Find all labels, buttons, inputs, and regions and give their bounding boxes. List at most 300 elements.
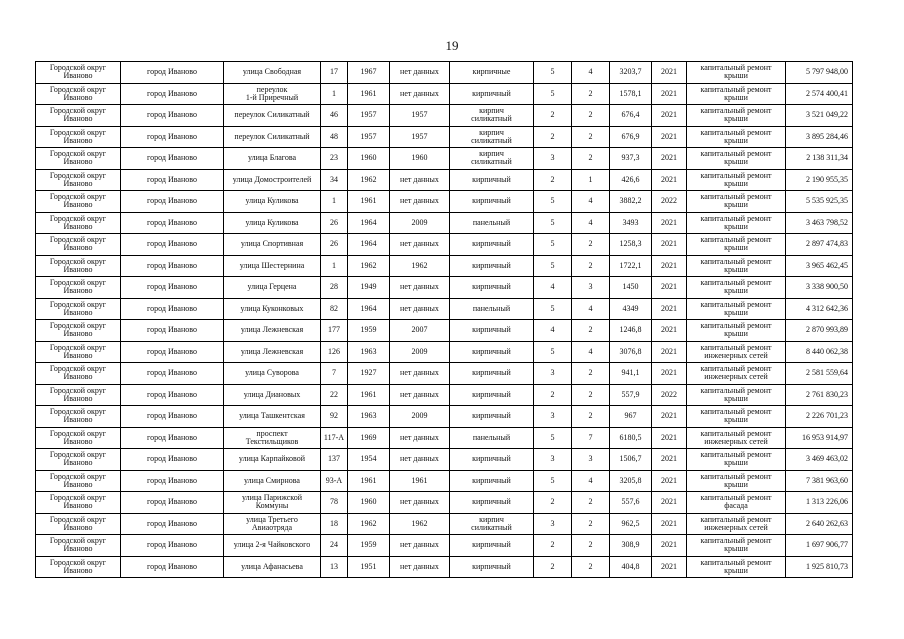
wall-material-cell: кирпичный: [450, 470, 534, 492]
work-type-cell: капитальный ремонт крыши: [687, 535, 786, 557]
table-row: [36, 191, 853, 213]
floors-cell: 4: [534, 320, 572, 342]
cost-cell: 1 313 226,06: [786, 492, 853, 514]
house-number-cell: 18: [321, 513, 348, 535]
cost-cell: 8 440 062,38: [786, 341, 853, 363]
cost-cell: 2 761 830,23: [786, 384, 853, 406]
plan-year-cell: 2022: [652, 191, 687, 213]
plan-year-cell: 2021: [652, 470, 687, 492]
municipality-cell: Городской округ Иваново: [36, 105, 121, 127]
plan-year-cell: 2021: [652, 212, 687, 234]
floors-cell: 2: [534, 384, 572, 406]
municipality-cell: Городской округ Иваново: [36, 62, 121, 84]
municipality-cell: Городской округ Иваново: [36, 384, 121, 406]
house-number-cell: 82: [321, 298, 348, 320]
plan-year-cell: 2022: [652, 384, 687, 406]
work-type-cell: капитальный ремонт крыши: [687, 298, 786, 320]
cost-cell: 2 574 400,41: [786, 83, 853, 105]
plan-year-cell: 2021: [652, 62, 687, 84]
table-row: [36, 384, 853, 406]
work-type-cell: капитальный ремонт крыши: [687, 83, 786, 105]
house-number-cell: 92: [321, 406, 348, 428]
house-number-cell: 78: [321, 492, 348, 514]
wall-material-cell: кирпичный: [450, 234, 534, 256]
build-year-cell: 1964: [348, 234, 390, 256]
work-type-cell: капитальный ремонт крыши: [687, 470, 786, 492]
work-type-cell: капитальный ремонт крыши: [687, 234, 786, 256]
street-cell: улица Шестернина: [224, 255, 321, 277]
build-year-cell: 1957: [348, 105, 390, 127]
entrances-cell: 3: [572, 277, 610, 299]
house-number-cell: 1: [321, 255, 348, 277]
table-row: [36, 470, 853, 492]
entrances-cell: 2: [572, 535, 610, 557]
street-cell: улица Свободная: [224, 62, 321, 84]
floors-cell: 5: [534, 341, 572, 363]
build-year-cell: 1959: [348, 320, 390, 342]
plan-year-cell: 2021: [652, 234, 687, 256]
locality-cell: город Иваново: [121, 320, 224, 342]
cost-cell: 2 640 262,63: [786, 513, 853, 535]
street-cell: улица Куликова: [224, 191, 321, 213]
municipality-cell: Городской округ Иваново: [36, 126, 121, 148]
municipality-cell: Городской округ Иваново: [36, 298, 121, 320]
plan-year-cell: 2021: [652, 126, 687, 148]
work-type-cell: капитальный ремонт инженерных сетей: [687, 427, 786, 449]
house-number-cell: 177: [321, 320, 348, 342]
table-row: [36, 406, 853, 428]
build-year-cell: 1954: [348, 449, 390, 471]
locality-cell: город Иваново: [121, 234, 224, 256]
work-type-cell: капитальный ремонт фасада: [687, 492, 786, 514]
build-year-cell: 1959: [348, 535, 390, 557]
locality-cell: город Иваново: [121, 277, 224, 299]
locality-cell: город Иваново: [121, 535, 224, 557]
house-number-cell: 48: [321, 126, 348, 148]
municipality-cell: Городской округ Иваново: [36, 363, 121, 385]
work-type-cell: капитальный ремонт крыши: [687, 449, 786, 471]
street-cell: улица Диановых: [224, 384, 321, 406]
wall-material-cell: кирпичный: [450, 492, 534, 514]
entrances-cell: 4: [572, 470, 610, 492]
house-number-cell: 126: [321, 341, 348, 363]
build-year-cell: 1967: [348, 62, 390, 84]
table-row: [36, 513, 853, 535]
floors-cell: 4: [534, 277, 572, 299]
street-cell: улица Афанасьева: [224, 556, 321, 578]
cost-cell: 3 338 900,50: [786, 277, 853, 299]
floors-cell: 3: [534, 148, 572, 170]
last-repair-year-cell: 2009: [390, 212, 450, 234]
locality-cell: город Иваново: [121, 191, 224, 213]
floors-cell: 5: [534, 234, 572, 256]
table-row: [36, 277, 853, 299]
plan-year-cell: 2021: [652, 513, 687, 535]
house-number-cell: 26: [321, 212, 348, 234]
municipality-cell: Городской округ Иваново: [36, 341, 121, 363]
entrances-cell: 2: [572, 105, 610, 127]
table-row: [36, 212, 853, 234]
last-repair-year-cell: нет данных: [390, 427, 450, 449]
house-number-cell: 23: [321, 148, 348, 170]
plan-year-cell: 2021: [652, 492, 687, 514]
municipality-cell: Городской округ Иваново: [36, 427, 121, 449]
municipality-cell: Городской округ Иваново: [36, 277, 121, 299]
last-repair-year-cell: нет данных: [390, 62, 450, 84]
locality-cell: город Иваново: [121, 556, 224, 578]
last-repair-year-cell: нет данных: [390, 535, 450, 557]
cost-cell: 3 521 049,22: [786, 105, 853, 127]
plan-year-cell: 2021: [652, 83, 687, 105]
house-number-cell: 7: [321, 363, 348, 385]
table-row: [36, 255, 853, 277]
locality-cell: город Иваново: [121, 212, 224, 234]
municipality-cell: Городской округ Иваново: [36, 255, 121, 277]
housing-register-table: [35, 61, 853, 578]
area-cell: 308,9: [610, 535, 652, 557]
table-row: [36, 105, 853, 127]
table-row: [36, 298, 853, 320]
work-type-cell: капитальный ремонт крыши: [687, 212, 786, 234]
work-type-cell: капитальный ремонт крыши: [687, 255, 786, 277]
work-type-cell: капитальный ремонт крыши: [687, 406, 786, 428]
build-year-cell: 1951: [348, 556, 390, 578]
build-year-cell: 1960: [348, 148, 390, 170]
entrances-cell: 2: [572, 384, 610, 406]
street-cell: улица Куликова: [224, 212, 321, 234]
table-row: [36, 62, 853, 84]
floors-cell: 5: [534, 62, 572, 84]
cost-cell: 2 138 311,34: [786, 148, 853, 170]
area-cell: 1722,1: [610, 255, 652, 277]
wall-material-cell: кирпичный: [450, 384, 534, 406]
plan-year-cell: 2021: [652, 556, 687, 578]
street-cell: улица Лежневская: [224, 320, 321, 342]
build-year-cell: 1957: [348, 126, 390, 148]
wall-material-cell: кирпичный: [450, 535, 534, 557]
area-cell: 1246,8: [610, 320, 652, 342]
build-year-cell: 1963: [348, 341, 390, 363]
last-repair-year-cell: 2009: [390, 406, 450, 428]
plan-year-cell: 2021: [652, 449, 687, 471]
area-cell: 3203,7: [610, 62, 652, 84]
locality-cell: город Иваново: [121, 363, 224, 385]
table-row: [36, 492, 853, 514]
last-repair-year-cell: нет данных: [390, 191, 450, 213]
area-cell: 937,3: [610, 148, 652, 170]
plan-year-cell: 2021: [652, 277, 687, 299]
cost-cell: 1 925 810,73: [786, 556, 853, 578]
floors-cell: 2: [534, 105, 572, 127]
plan-year-cell: 2021: [652, 255, 687, 277]
wall-material-cell: панельный: [450, 298, 534, 320]
wall-material-cell: кирпичный: [450, 449, 534, 471]
cost-cell: 4 312 642,36: [786, 298, 853, 320]
build-year-cell: 1969: [348, 427, 390, 449]
entrances-cell: 2: [572, 83, 610, 105]
build-year-cell: 1963: [348, 406, 390, 428]
locality-cell: город Иваново: [121, 470, 224, 492]
work-type-cell: капитальный ремонт крыши: [687, 556, 786, 578]
table-row: [36, 148, 853, 170]
wall-material-cell: панельный: [450, 427, 534, 449]
plan-year-cell: 2021: [652, 341, 687, 363]
area-cell: 1450: [610, 277, 652, 299]
wall-material-cell: кирпичный: [450, 341, 534, 363]
street-cell: улица Ташкентская: [224, 406, 321, 428]
build-year-cell: 1962: [348, 255, 390, 277]
street-cell: улица Смирнова: [224, 470, 321, 492]
cost-cell: 2 870 993,89: [786, 320, 853, 342]
wall-material-cell: кирпичные: [450, 62, 534, 84]
area-cell: 967: [610, 406, 652, 428]
table-row: [36, 169, 853, 191]
last-repair-year-cell: нет данных: [390, 83, 450, 105]
entrances-cell: 4: [572, 341, 610, 363]
floors-cell: 2: [534, 535, 572, 557]
table-row: [36, 341, 853, 363]
street-cell: улица Герцена: [224, 277, 321, 299]
last-repair-year-cell: нет данных: [390, 556, 450, 578]
house-number-cell: 117-А: [321, 427, 348, 449]
street-cell: улица Третьего Авиаотряда: [224, 513, 321, 535]
cost-cell: 2 581 559,64: [786, 363, 853, 385]
wall-material-cell: кирпичный: [450, 363, 534, 385]
entrances-cell: 2: [572, 320, 610, 342]
municipality-cell: Городской округ Иваново: [36, 83, 121, 105]
house-number-cell: 24: [321, 535, 348, 557]
build-year-cell: 1961: [348, 384, 390, 406]
work-type-cell: капитальный ремонт крыши: [687, 320, 786, 342]
entrances-cell: 7: [572, 427, 610, 449]
municipality-cell: Городской округ Иваново: [36, 191, 121, 213]
area-cell: 557,6: [610, 492, 652, 514]
locality-cell: город Иваново: [121, 83, 224, 105]
house-number-cell: 46: [321, 105, 348, 127]
table-row: [36, 83, 853, 105]
entrances-cell: 4: [572, 191, 610, 213]
last-repair-year-cell: 1957: [390, 126, 450, 148]
area-cell: 676,4: [610, 105, 652, 127]
floors-cell: 2: [534, 126, 572, 148]
wall-material-cell: кирпичный: [450, 277, 534, 299]
last-repair-year-cell: нет данных: [390, 169, 450, 191]
area-cell: 3882,2: [610, 191, 652, 213]
cost-cell: 16 953 914,97: [786, 427, 853, 449]
entrances-cell: 3: [572, 449, 610, 471]
locality-cell: город Иваново: [121, 62, 224, 84]
table-row: [36, 449, 853, 471]
plan-year-cell: 2021: [652, 406, 687, 428]
build-year-cell: 1961: [348, 470, 390, 492]
work-type-cell: капитальный ремонт инженерных сетей: [687, 363, 786, 385]
work-type-cell: капитальный ремонт крыши: [687, 62, 786, 84]
floors-cell: 5: [534, 427, 572, 449]
locality-cell: город Иваново: [121, 148, 224, 170]
table-row: [36, 556, 853, 578]
entrances-cell: 4: [572, 62, 610, 84]
build-year-cell: 1949: [348, 277, 390, 299]
street-cell: улица Карпайковой: [224, 449, 321, 471]
cost-cell: 7 381 963,60: [786, 470, 853, 492]
plan-year-cell: 2021: [652, 427, 687, 449]
municipality-cell: Городской округ Иваново: [36, 513, 121, 535]
entrances-cell: 2: [572, 234, 610, 256]
house-number-cell: 26: [321, 234, 348, 256]
plan-year-cell: 2021: [652, 363, 687, 385]
cost-cell: 3 895 284,46: [786, 126, 853, 148]
cost-cell: 5 797 948,00: [786, 62, 853, 84]
municipality-cell: Городской округ Иваново: [36, 556, 121, 578]
last-repair-year-cell: нет данных: [390, 363, 450, 385]
work-type-cell: капитальный ремонт инженерных сетей: [687, 341, 786, 363]
floors-cell: 2: [534, 492, 572, 514]
cost-cell: 3 965 462,45: [786, 255, 853, 277]
build-year-cell: 1962: [348, 169, 390, 191]
area-cell: 3205,8: [610, 470, 652, 492]
last-repair-year-cell: 1957: [390, 105, 450, 127]
work-type-cell: капитальный ремонт крыши: [687, 384, 786, 406]
cost-cell: 1 697 906,77: [786, 535, 853, 557]
table-row: [36, 535, 853, 557]
locality-cell: город Иваново: [121, 492, 224, 514]
floors-cell: 5: [534, 212, 572, 234]
cost-cell: 2 226 701,23: [786, 406, 853, 428]
build-year-cell: 1964: [348, 212, 390, 234]
street-cell: переулок 1-й Приречный: [224, 83, 321, 105]
house-number-cell: 1: [321, 83, 348, 105]
municipality-cell: Городской округ Иваново: [36, 148, 121, 170]
street-cell: переулок Силикатный: [224, 126, 321, 148]
last-repair-year-cell: нет данных: [390, 234, 450, 256]
house-number-cell: 137: [321, 449, 348, 471]
table-row: [36, 363, 853, 385]
entrances-cell: 1: [572, 169, 610, 191]
last-repair-year-cell: нет данных: [390, 277, 450, 299]
entrances-cell: 2: [572, 255, 610, 277]
plan-year-cell: 2021: [652, 105, 687, 127]
street-cell: улица Куконковых: [224, 298, 321, 320]
locality-cell: город Иваново: [121, 449, 224, 471]
build-year-cell: 1964: [348, 298, 390, 320]
locality-cell: город Иваново: [121, 169, 224, 191]
last-repair-year-cell: 2009: [390, 341, 450, 363]
build-year-cell: 1961: [348, 83, 390, 105]
municipality-cell: Городской округ Иваново: [36, 470, 121, 492]
street-cell: переулок Силикатный: [224, 105, 321, 127]
work-type-cell: капитальный ремонт крыши: [687, 277, 786, 299]
work-type-cell: капитальный ремонт крыши: [687, 105, 786, 127]
cost-cell: 3 463 798,52: [786, 212, 853, 234]
locality-cell: город Иваново: [121, 298, 224, 320]
last-repair-year-cell: 1960: [390, 148, 450, 170]
area-cell: 1506,7: [610, 449, 652, 471]
cost-cell: 2 190 955,35: [786, 169, 853, 191]
area-cell: 1578,1: [610, 83, 652, 105]
wall-material-cell: кирпичный: [450, 169, 534, 191]
area-cell: 4349: [610, 298, 652, 320]
work-type-cell: капитальный ремонт крыши: [687, 126, 786, 148]
last-repair-year-cell: нет данных: [390, 384, 450, 406]
municipality-cell: Городской округ Иваново: [36, 535, 121, 557]
work-type-cell: капитальный ремонт крыши: [687, 148, 786, 170]
area-cell: 1258,3: [610, 234, 652, 256]
table-row: [36, 427, 853, 449]
area-cell: 3493: [610, 212, 652, 234]
last-repair-year-cell: 1961: [390, 470, 450, 492]
municipality-cell: Городской округ Иваново: [36, 234, 121, 256]
last-repair-year-cell: 1962: [390, 255, 450, 277]
table-row: [36, 126, 853, 148]
entrances-cell: 4: [572, 298, 610, 320]
municipality-cell: Городской округ Иваново: [36, 212, 121, 234]
wall-material-cell: кирпич силикатный: [450, 105, 534, 127]
locality-cell: город Иваново: [121, 341, 224, 363]
locality-cell: город Иваново: [121, 255, 224, 277]
plan-year-cell: 2021: [652, 169, 687, 191]
street-cell: улица Домостроителей: [224, 169, 321, 191]
area-cell: 676,9: [610, 126, 652, 148]
locality-cell: город Иваново: [121, 427, 224, 449]
work-type-cell: капитальный ремонт инженерных сетей: [687, 513, 786, 535]
area-cell: 941,1: [610, 363, 652, 385]
wall-material-cell: кирпичный: [450, 83, 534, 105]
last-repair-year-cell: нет данных: [390, 492, 450, 514]
wall-material-cell: кирпич силикатный: [450, 148, 534, 170]
street-cell: улица Благова: [224, 148, 321, 170]
area-cell: 426,6: [610, 169, 652, 191]
table-row: [36, 320, 853, 342]
floors-cell: 5: [534, 255, 572, 277]
cost-cell: 3 469 463,02: [786, 449, 853, 471]
build-year-cell: 1962: [348, 513, 390, 535]
plan-year-cell: 2021: [652, 298, 687, 320]
locality-cell: город Иваново: [121, 406, 224, 428]
plan-year-cell: 2021: [652, 535, 687, 557]
locality-cell: город Иваново: [121, 126, 224, 148]
plan-year-cell: 2021: [652, 320, 687, 342]
entrances-cell: 2: [572, 363, 610, 385]
locality-cell: город Иваново: [121, 384, 224, 406]
house-number-cell: 28: [321, 277, 348, 299]
municipality-cell: Городской округ Иваново: [36, 449, 121, 471]
build-year-cell: 1927: [348, 363, 390, 385]
entrances-cell: 2: [572, 556, 610, 578]
entrances-cell: 4: [572, 212, 610, 234]
entrances-cell: 2: [572, 492, 610, 514]
work-type-cell: капитальный ремонт крыши: [687, 191, 786, 213]
area-cell: 3076,8: [610, 341, 652, 363]
cost-cell: 5 535 925,35: [786, 191, 853, 213]
municipality-cell: Городской округ Иваново: [36, 492, 121, 514]
floors-cell: 5: [534, 191, 572, 213]
street-cell: проспект Текстильщиков: [224, 427, 321, 449]
area-cell: 962,5: [610, 513, 652, 535]
floors-cell: 3: [534, 406, 572, 428]
last-repair-year-cell: нет данных: [390, 449, 450, 471]
floors-cell: 2: [534, 169, 572, 191]
street-cell: улица Лежневская: [224, 341, 321, 363]
house-number-cell: 17: [321, 62, 348, 84]
page-number: 19: [445, 38, 459, 53]
entrances-cell: 2: [572, 126, 610, 148]
street-cell: улица Спортивная: [224, 234, 321, 256]
municipality-cell: Городской округ Иваново: [36, 320, 121, 342]
house-number-cell: 13: [321, 556, 348, 578]
floors-cell: 3: [534, 449, 572, 471]
street-cell: улица Парижской Коммуны: [224, 492, 321, 514]
last-repair-year-cell: нет данных: [390, 298, 450, 320]
